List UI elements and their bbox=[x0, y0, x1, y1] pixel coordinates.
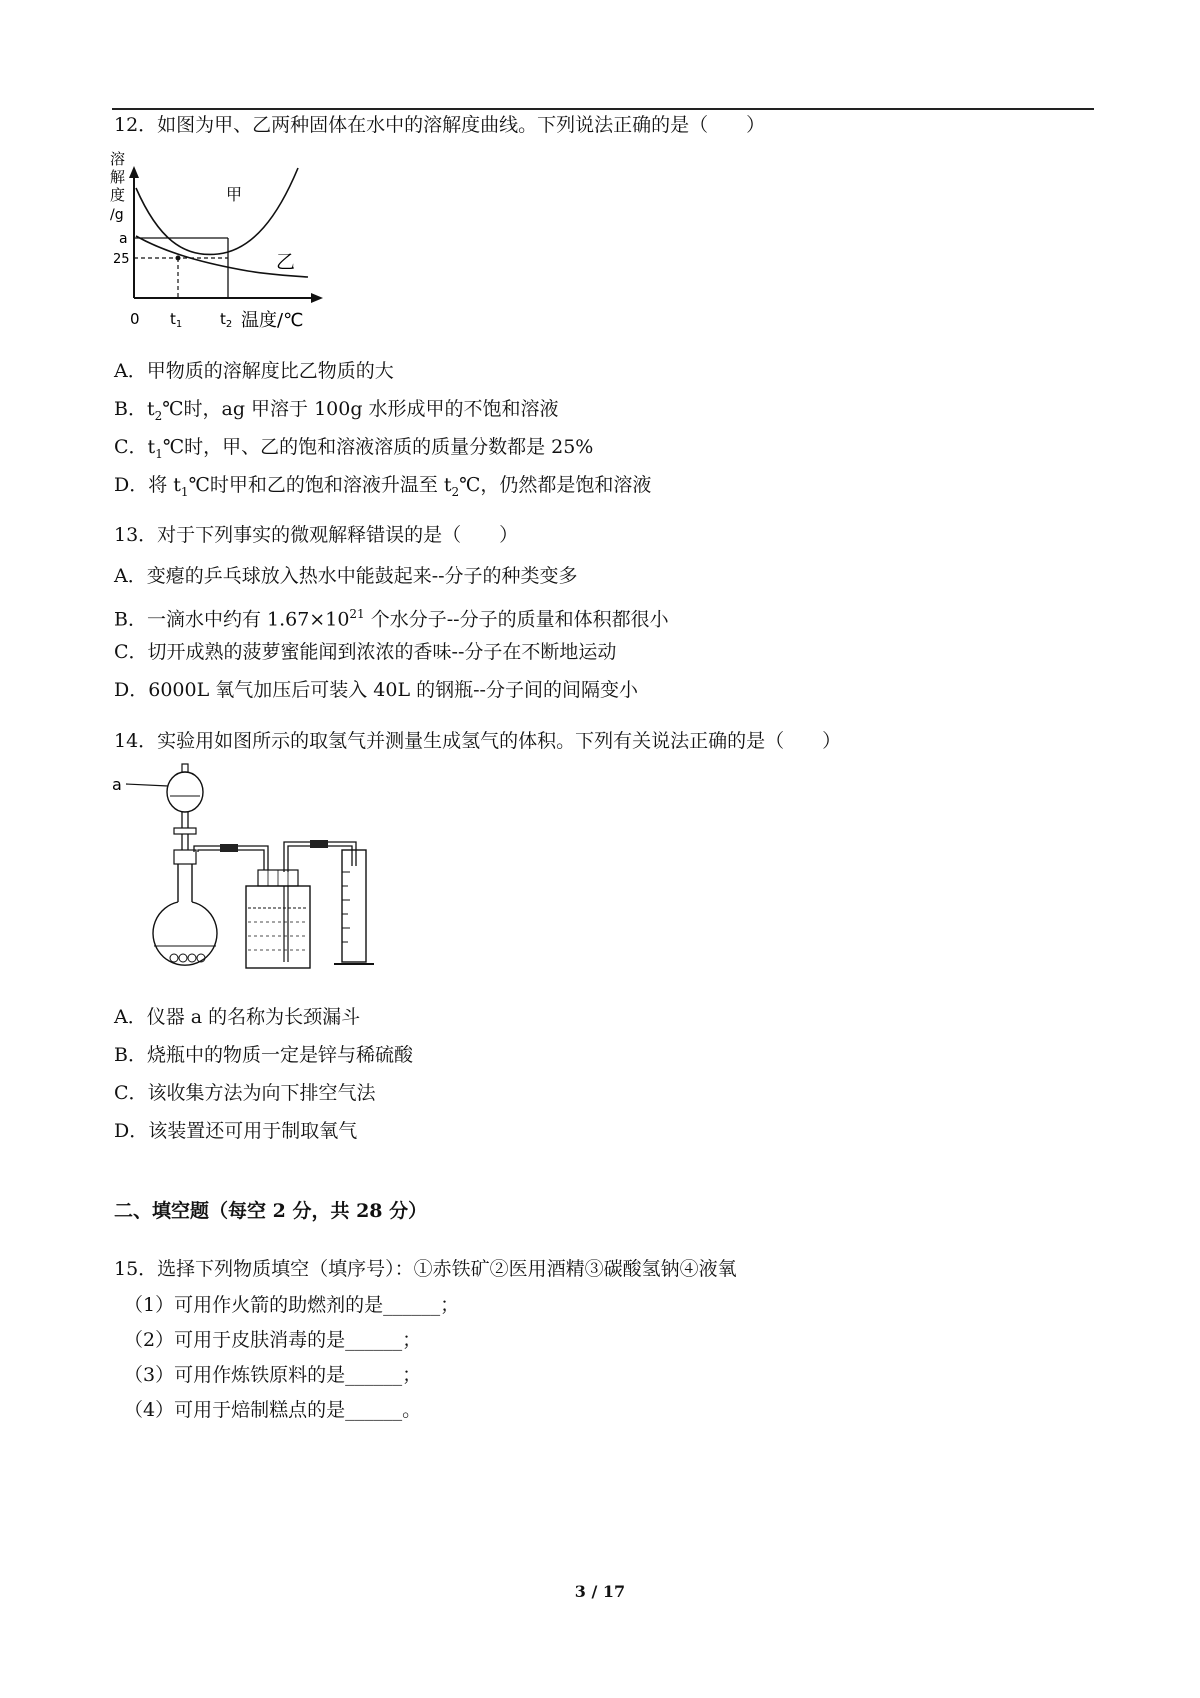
page-number: 3 / 17 bbox=[574, 1582, 626, 1601]
intersection-point bbox=[176, 256, 181, 261]
q15-stem: 15．选择下列物质填空（填序号）：①赤铁矿②医用酒精③碳酸氢钠④液氧 bbox=[114, 1258, 737, 1280]
tick-t2: $t_2$ bbox=[220, 310, 233, 330]
q12-option-b: B．$t_2℃$时，ag 甲溶于 100g 水形成甲的不饱和溶液 bbox=[114, 398, 559, 423]
ylabel-char-3: 度 bbox=[110, 186, 126, 204]
graduated-cylinder-icon bbox=[342, 850, 366, 962]
ylabel-char-4: /g bbox=[110, 207, 124, 223]
x-axis-label: 温度/℃ bbox=[241, 310, 304, 331]
q14-option-b: B．烧瓶中的物质一定是锌与稀硫酸 bbox=[114, 1044, 413, 1066]
q13-option-d: D．6000L 氧气加压后可装入 40L 的钢瓶--分子间的间隔变小 bbox=[114, 679, 638, 701]
q15-item-2: （2）可用于皮肤消毒的是______； bbox=[124, 1329, 422, 1351]
q12-option-a: A．甲物质的溶解度比乙物质的大 bbox=[114, 360, 394, 382]
q13-option-b: B．一滴水中约有 $1.67\times 10^{21}$ 个水分子--分子的质量和体积都很小 bbox=[114, 607, 669, 631]
rubber-joint-2 bbox=[310, 840, 328, 848]
funnel-stopper bbox=[182, 764, 188, 772]
curve-jia bbox=[136, 168, 298, 254]
ylabel-char-1: 溶 bbox=[110, 150, 126, 168]
q12-option-c: C．$t_1℃$时，甲、乙的饱和溶液溶质的质量分数都是 25% bbox=[114, 436, 594, 461]
origin-label: 0 bbox=[130, 310, 140, 328]
round-bottom-flask-icon bbox=[153, 902, 217, 965]
q15-item-4: （4）可用于焙制糕点的是______。 bbox=[124, 1399, 422, 1421]
tick-a: a bbox=[119, 231, 128, 247]
tick-t1: $t_1$ bbox=[170, 310, 183, 330]
header-rule bbox=[112, 108, 1094, 110]
separatory-funnel-icon bbox=[167, 772, 203, 812]
gas-bottle-icon bbox=[246, 886, 310, 968]
q13-stem: 13．对于下列事实的微观解释错误的是（ ） bbox=[114, 524, 519, 546]
q15-item-3: （3）可用作炼铁原料的是______； bbox=[124, 1364, 422, 1386]
q12-stem: 12．如图为甲、乙两种固体在水中的溶解度曲线。下列说法正确的是（ ） bbox=[114, 114, 766, 136]
y-axis-arrow bbox=[129, 166, 139, 178]
stopcock bbox=[174, 828, 196, 834]
q15-item-1: （1）可用作火箭的助燃剂的是______； bbox=[124, 1294, 460, 1316]
q14-option-a: A．仪器 a 的名称为长颈漏斗 bbox=[114, 1006, 361, 1028]
label-a: a bbox=[112, 775, 122, 794]
q14-option-d: D．该装置还可用于制取氧气 bbox=[114, 1120, 358, 1142]
tick-25: 25 bbox=[113, 252, 130, 267]
q13-option-c: C．切开成熟的菠萝蜜能闻到浓浓的香味--分子在不断地运动 bbox=[114, 641, 617, 663]
q14-option-c: C．该收集方法为向下排空气法 bbox=[114, 1082, 376, 1104]
q12-option-d: D．将 $t_1℃$时甲和乙的饱和溶液升温至 $t_2℃$，仍然都是饱和溶液 bbox=[114, 474, 652, 499]
label-a-pointer bbox=[126, 784, 168, 786]
curve-jia-label: 甲 bbox=[226, 185, 243, 204]
q13-option-a: A．变瘪的乒乓球放入热水中能鼓起来--分子的种类变多 bbox=[114, 565, 578, 587]
solubility-curve-figure bbox=[108, 146, 358, 356]
section-2-title: 二、填空题（每空 2 分，共 28 分） bbox=[114, 1200, 428, 1222]
q14-stem: 14．实验用如图所示的取氢气并测量生成氢气的体积。下列有关说法正确的是（ ） bbox=[114, 730, 842, 752]
flask-stopper bbox=[174, 850, 196, 864]
x-axis-arrow bbox=[311, 293, 323, 303]
hydrogen-apparatus-figure bbox=[108, 762, 398, 974]
ylabel-char-2: 解 bbox=[110, 168, 126, 186]
rubber-joint-1 bbox=[220, 844, 238, 852]
curve-yi-label: 乙 bbox=[276, 251, 296, 273]
